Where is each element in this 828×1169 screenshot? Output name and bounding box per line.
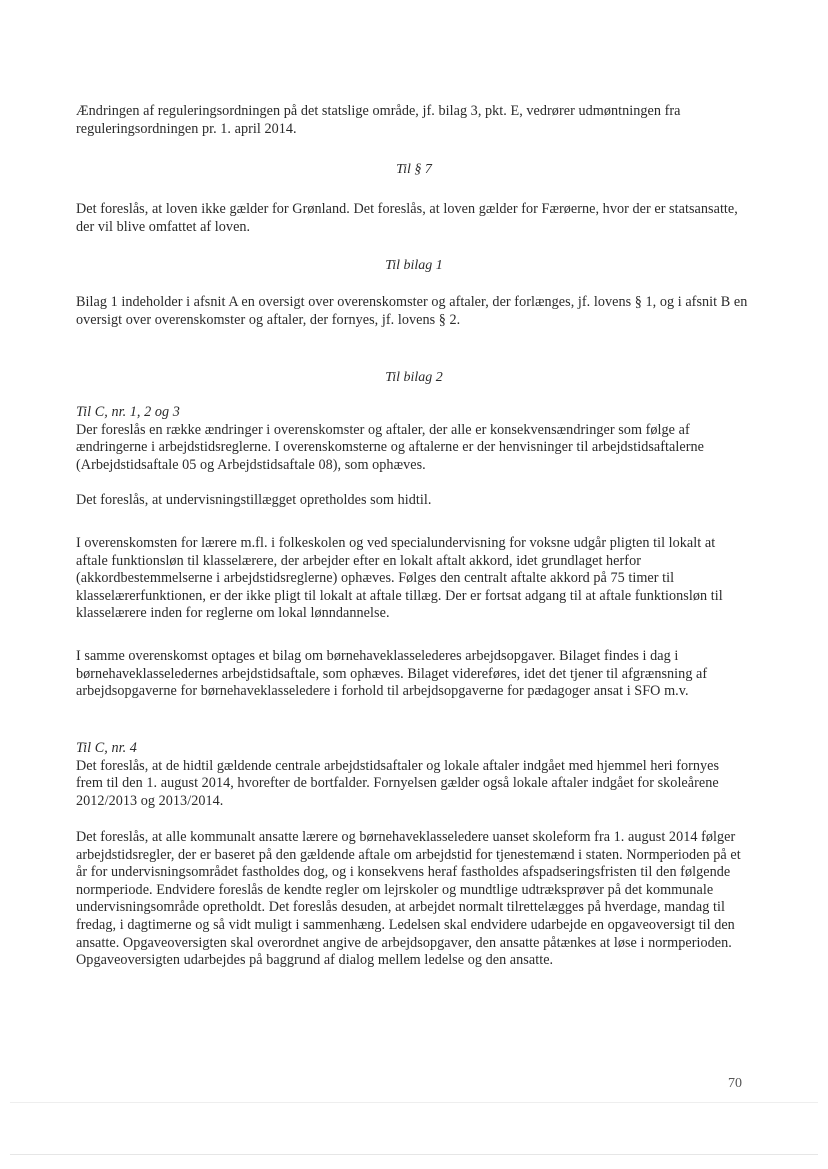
paragraph-c4-a: Det foreslås, at de hidtil gældende centrale arbejdstidsaftaler og lokale aftaler indgået med hjemmel heri fornyes frem til den 1. august 2014, hvorefter de bortfalder. Fornyelsen gælder også lokale aftaler indgået for skoleårene 2012/2013 og 2013/2014. (76, 757, 720, 809)
section-c4-paragraph (76, 740, 748, 810)
paragraph-par7: Det foreslås, at loven ikke gælder for Grønland. Det foreslås, at loven gælder for Færøerne, hvor der er statsansatte, der vil blive omfattet af loven. (76, 201, 738, 235)
paragraph-intro: Ændringen af reguleringsordningen på det statslige område, jf. bilag 3, pkt. E, vedrører udmøntningen fra reguleringsordningen pr. 1. april 2014. (76, 103, 681, 137)
paragraph-c4-b: Det foreslås, at alle kommunalt ansatte lærere og børnehaveklasseledere uanset skoleform fra 1. august 2014 følger arbejdstidsregler, der er baseret på den gældende aftale om arbejdstid for tjenestemænd i staten. Normperioden på et år for undervisningsområdet fastholdes dog, og i konsekvens heraf fastholdes afspadseringsfristen til den følgende normperiode. Endvidere foreslås de kendte regler om lejrskoler og mundtlige udtræksprøver på det kommunale undervisningsområde opretholdt. Det foreslås desuden, at arbejdet normalt tilrettelægges på hverdage, mandag til fredag, i dagtimerne og så vidt muligt i sammenhæng. Ledelsen skal endvidere udarbejde en opgaveoversigt til den ansatte. Opgaveoversigten skal overordnet angive de arbejdsopgaver, den ansatte påtænkes at løse i normperioden. Opgaveoversigten udarbejdes på baggrund af dialog mellem ledelse og den ansatte. (76, 829, 741, 969)
subheading-til-c-nr-4: Til C, nr. 4 (76, 740, 137, 756)
paragraph-c123-d: I samme overenskomst optages et bilag om børnehaveklasselederes arbejdsopgaver. Bilaget findes i dag i børnehaveklasseledernes arbejdstidsaftale, som ophæves. Bilaget videreføres, idet det tjener til afgrænsning af arbejdsopgaverne for børnehaveklasseledere i forhold til arbejdsopgaverne for pædagoger ansat i SFO m.v. (76, 648, 708, 700)
page-number: 70 (728, 1076, 742, 1091)
heading-til-bilag-2: Til bilag 2 (385, 370, 443, 385)
heading-til-bilag-1: Til bilag 1 (385, 258, 443, 273)
scan-edge-line-bottom (10, 1154, 818, 1155)
scan-edge-line-top (10, 1102, 818, 1103)
paragraph-bilag1: Bilag 1 indeholder i afsnit A en oversigt over overenskomster og aftaler, der forlænges, jf. lovens § 1, og i afsnit B en oversigt over overenskomster og aftaler, der fornyes, jf. lovens § 2. (76, 294, 748, 328)
paragraph-c123-c: I overenskomsten for lærere m.fl. i folkeskolen og ved specialundervisning for voksne udgår pligten til lokalt at aftale funktionsløn til klasselærere, der arbejder efter en lokalt aftalt akkord, idet grundlaget herfor (akkordbestemmelserne i arbejdstidsreglerne) ophæves. Følges den centralt aftalte akkord på 75 timer til klasselærerfunktionen, er der ikke pligt til lokalt at aftale tillæg. Der er fortsat adgang til at aftale funktionsløn til klasselærere inden for reglerne om lokal lønndannelse. (76, 535, 723, 622)
subheading-til-c-nr-1-2-3: Til C, nr. 1, 2 og 3 (76, 404, 180, 420)
paragraph-c123-b: Det foreslås, at undervisningstillægget opretholdes som hidtil. (76, 492, 432, 508)
section-c123-paragraph (76, 404, 748, 474)
heading-til-paragraf-7: Til § 7 (396, 162, 432, 177)
paragraph-c123-a: Der foreslås en række ændringer i overenskomster og aftaler, der alle er konsekvensændringer som følge af ændringerne i arbejdstidsreglerne. I overenskomsterne og aftalerne er der henvisninger til arbejdstidsaftalerne (Arbejdstidsaftale 05 og Arbejdstidsaftale 08), som ophæves. (76, 421, 704, 473)
